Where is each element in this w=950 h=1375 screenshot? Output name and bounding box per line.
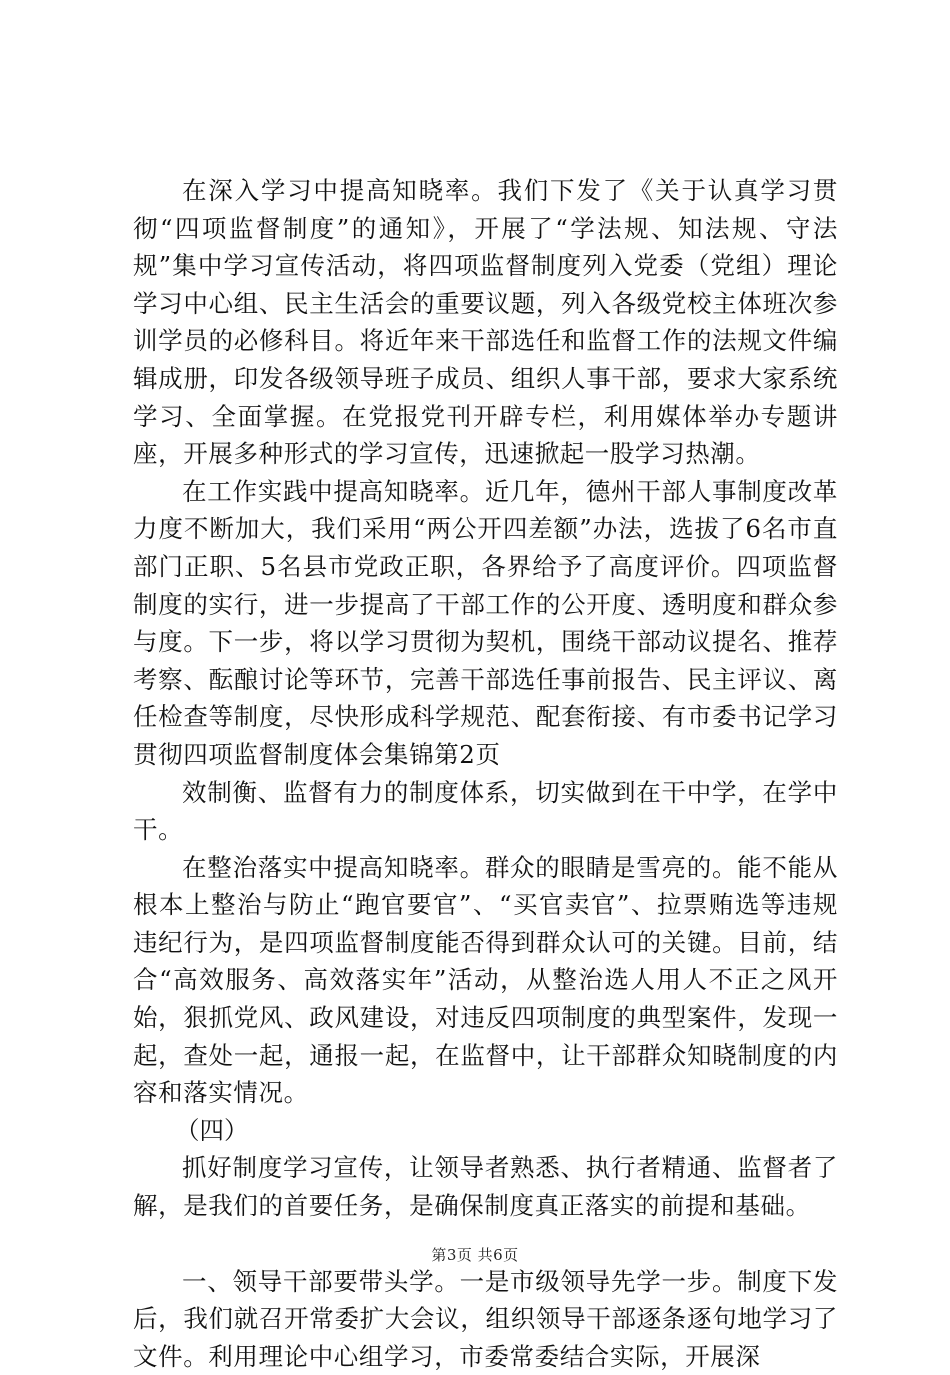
paragraph-study-awareness: 在深入学习中提高知晓率。我们下发了《关于认真学习贯彻“四项监督制度”的通知》，开展了“学法规、知法规、守法规”集中学习宣传活动，将四项监督制度列入党委（党组）理论学习中心组、民主生活会的重要议题，列入各级党校主体班次参训学员的必修科目。将近年来干部选任和监督工作的法规文件编辑成册，印发各级领导班子成员、组织人事干部，要求大家系统学习、全面掌握。在党报党刊开辟专栏，利用媒体举办专题讲座，开展多种形式的学习宣传，迅速掀起一股学习热潮。	[133, 176, 838, 469]
paragraph-leaders-learn: 一、领导干部要带头学。一是市级领导先学一步。制度下发后，我们就召开常委扩大会议，组织领导干部逐条逐句地学习了文件。利用理论中心组学习，市委常委结合实际，开展深	[133, 1266, 838, 1371]
paragraph-rectification-awareness: 在整治落实中提高知晓率。群众的眼睛是雪亮的。能不能从根本上整治与防止“跑官要官”、“买官卖官”、拉票贿选等违规违纪行为，是四项监督制度能否得到群众认可的关键。目前，结合“高效服务、高效落实年”活动，从整治选人用人不正之风开始，狠抓党风、政风建设，对违反四项制度的典型案件，发现一起，查处一起，通报一起，在监督中，让干部群众知晓制度的内容和落实情况。	[133, 852, 838, 1108]
paragraph-practice-awareness: 在工作实践中提高知晓率。近几年，德州干部人事制度改革力度不断加大，我们采用“两公开四差额”办法，选拔了6名市直部门正职、5名县市党政正职，各界给予了高度评价。四项监督制度的实行，进一步提高了干部工作的公开度、透明度和群众参与度。下一步，将以学习贯彻为契机，围绕干部动议提名、推荐考察、酝酿讨论等环节，完善干部选任事前报告、民主评议、离任检查等制度，尽快形成科学规范、配套衔接、有市委书记学习贯彻四项监督制度体会集锦第2页	[133, 476, 838, 769]
page-number: 第3页 共6页	[431, 1246, 519, 1264]
paragraph-continuation: 效制衡、监督有力的制度体系，切实做到在干中学，在学中干。	[133, 777, 838, 845]
paragraph-promotion-task: 抓好制度学习宣传，让领导者熟悉、执行者精通、监督者了解，是我们的首要任务，是确保制度真正落实的前提和基础。	[133, 1153, 838, 1221]
page-footer	[0, 1244, 950, 1265]
section-number: （四）	[175, 1115, 249, 1145]
document-body	[133, 172, 838, 1375]
